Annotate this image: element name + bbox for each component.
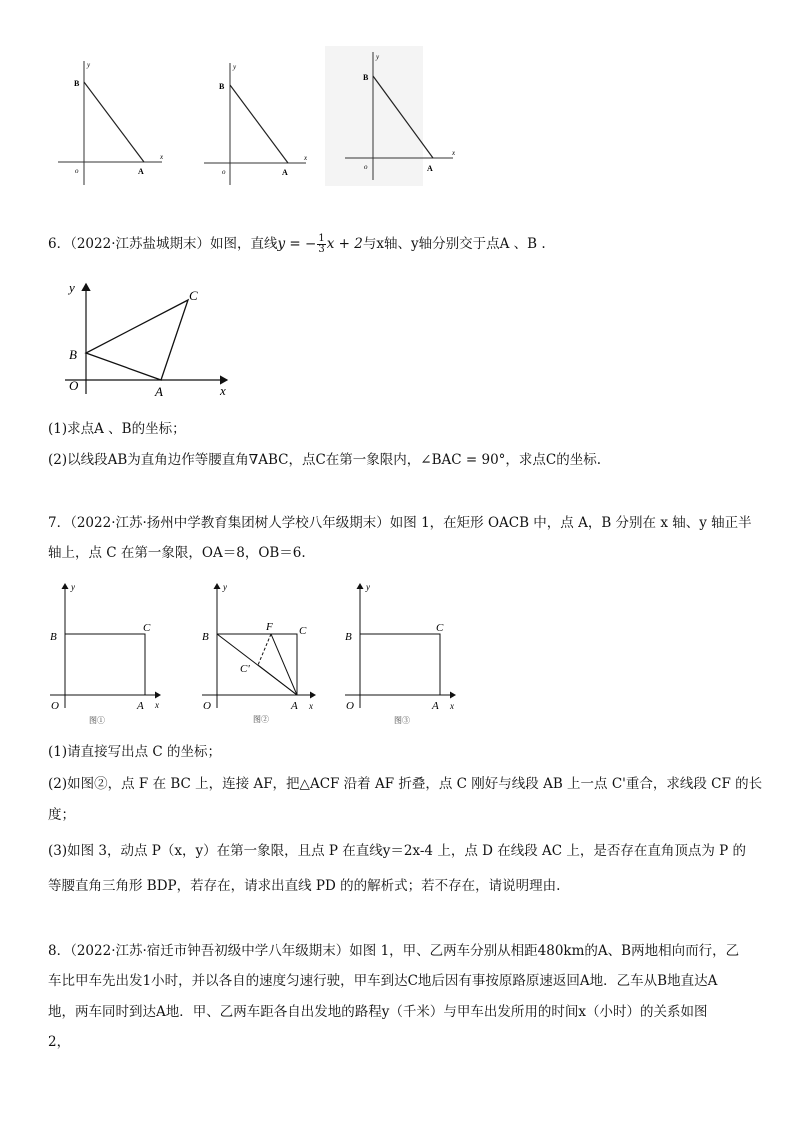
x-axis-label: x [309,701,313,711]
point-a-label: A [155,384,163,399]
point-c-label: C [189,288,198,303]
q7-part3-line2: 等腰直角三角形 BDP，若存在，请求出直线 PD 的的解析式；若不存在，请说明理由. [48,878,561,894]
q6-figure [55,278,240,400]
point-b-label: B [202,631,209,643]
q7-part3-line1: (3)如图 3，动点 P（x，y）在第一象限，且点 P 在直线y＝2x-4 上，点 D 在线段 AC 上，是否存在直角顶点为 P 的 [48,843,747,859]
point-c-prime-label: C' [240,663,250,675]
origin-label: O [51,700,59,712]
segment-fc-prime [258,634,271,665]
point-b-label: B [69,347,77,362]
q6-part2: (2)以线段AB为直角边作等腰直角∇ABC，点C在第一象限内，∠BAC = 90°，求点C的坐标. [48,452,602,468]
x-axis-label: x [155,700,159,710]
point-b-label: B [345,631,352,643]
q7-part1: (1)请直接写出点 C 的坐标； [48,744,222,760]
point-c-label: C [436,622,444,634]
q8-line1: 8．（2022·江苏·宿迁市钟吾初级中学八年级期末）如图 1，甲、乙两车分别从相距480km的A、B两地相向而行，乙 [48,943,740,959]
point-c-label: C [299,625,307,637]
rectangle-oacb [360,634,440,695]
point-a-label: A [427,164,433,173]
y-axis-label: y [366,582,370,592]
point-a-label: A [137,700,144,712]
origin-label: o [75,167,79,175]
origin-label: O [69,378,79,393]
q7-part2-line2: 度； [48,807,75,823]
q6-stem [48,234,546,255]
y-axis-label: y [69,280,75,295]
top-figure-1 [52,55,172,190]
q7-part2-line1: (2)如图②，点 F 在 BC 上，连接 AF，把△ACF 沿着 AF 折叠，点 C 刚好与线段 AB 上一点 C'重合，求线段 CF 的长 [48,776,763,792]
q6-frac-den: 3 [318,244,325,255]
q6-eq-prefix: y = − [277,236,317,252]
point-b-label: B [74,79,80,88]
q7-figure-3 [340,578,465,728]
origin-label: O [203,700,211,712]
point-b-label: B [50,631,57,643]
top-figure-3 [325,46,465,186]
y-label: y [233,63,237,71]
q6-stem-text: 6．（2022·江苏盐城期末）如图，直线 [48,236,278,252]
rectangle-oacb [65,634,145,695]
q6-frac-num: 1 [318,233,325,244]
q8-line4: 2， [48,1034,71,1050]
q7-figure-2 [197,578,327,728]
q8-line3: 地，两车同时到达A地．甲、乙两车距各自出发地的路程y（千米）与甲车出发所用的时间x（小时）的关系如图 [48,1004,708,1020]
point-f-label: F [266,621,273,633]
figure-caption: 图② [253,715,269,724]
point-a-label: A [138,167,144,176]
q6-eq-suffix: x + 2 [326,236,363,252]
y-axis-label: y [223,582,227,592]
x-label: x [304,154,308,162]
q7-stem-line2: 轴上，点 C 在第一象限，OA＝8，OB＝6. [48,545,306,561]
point-c-label: C [143,622,151,634]
point-a-label: A [282,168,288,177]
origin-label: o [364,163,368,171]
x-label: x [452,149,456,157]
q7-stem-line1: 7．（2022·江苏·扬州中学教育集团树人学校八年级期末）如图 1，在矩形 OACB 中，点 A，B 分别在 x 轴、y 轴正半 [48,515,752,531]
point-a-label: A [291,700,298,712]
origin-label: o [222,168,226,176]
point-a-label: A [432,700,439,712]
origin-label: O [346,700,354,712]
figure-caption: 图① [89,716,105,725]
x-label: x [160,153,164,161]
point-b-label: B [219,82,225,91]
q7-figure-1 [45,578,170,728]
q6-stem-tail: 与x轴、y轴分别交于点A 、B . [362,236,546,252]
q8-line2: 车比甲车先出发1小时，并以各自的速度匀速行驶，甲车到达C地后因有事按原路原速返回A地．乙车从B地直达A [48,973,718,989]
triangle-abc [86,300,188,380]
point-b-label: B [363,73,369,82]
top-figure-2 [200,55,315,190]
x-axis-label: x [220,383,226,398]
x-axis-label: x [450,701,454,711]
y-label: y [376,53,380,61]
y-label: y [87,61,91,69]
segment-af [271,634,297,695]
q6-part1: (1)求点A 、B的坐标； [48,421,186,437]
y-axis-label: y [71,582,75,592]
q6-fraction [317,234,325,255]
figure-caption: 图③ [394,716,410,725]
